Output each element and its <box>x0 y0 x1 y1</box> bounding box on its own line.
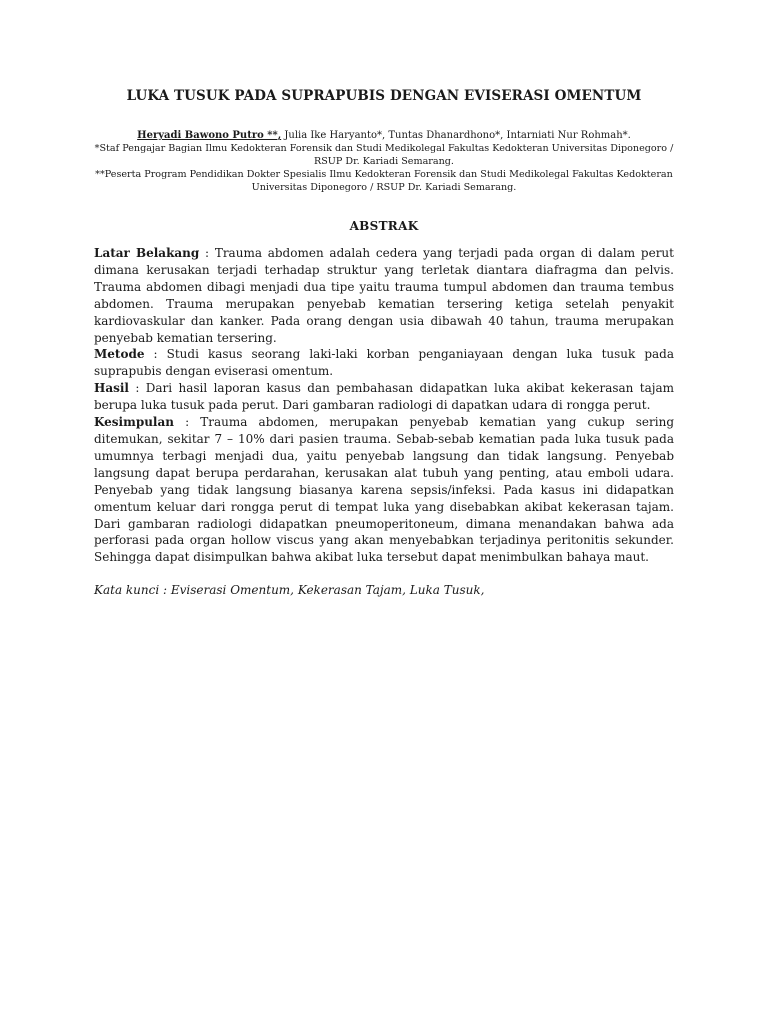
abstract-background <box>94 245 674 346</box>
abstract-method <box>94 346 674 380</box>
section-label: Metode <box>94 347 145 362</box>
paper-title: LUKA TUSUK PADA SUPRAPUBIS DENGAN EVISERASI OMENTUM <box>126 88 642 104</box>
section-text: : Trauma abdomen, merupakan penyebab kematian yang cukup sering ditemukan, sekitar 7 – 10% dari pasien trauma. Sebab-sebab kematian pada luka tusuk pada umumnya terbagi menjadi dua, yaitu penyebab langsung dan tidak langsung. Penyebab langsung dapat berupa perdarahan, kerusakan alat tubuh yang penting, atau emboli udara. Penyebab yang tidak langsung biasanya karena sepsis/infeksi. Pada kasus ini didapatkan omentum keluar dari rongga perut di tempat luka yang disebabkan akibat kekerasan tajam. Dari gambaran radiologi didapatkan pneumoperitoneum, dimana menandakan bahwa ada perforasi pada organ hollow viscus yang akan menyebabkan terjadinya peritonitis sekunder. Sehingga dapat disimpulkan bahwa akibat luka tersebut dapat menimbulkan bahaya maut. <box>94 415 674 565</box>
abstract-results <box>94 380 674 414</box>
co-authors: Julia Ike Haryanto*, Tuntas Dhanardhono*, Intarniati Nur Rohmah*. <box>281 130 631 141</box>
section-label: Kesimpulan <box>94 415 174 430</box>
lead-author: Heryadi Bawono Putro **, <box>137 130 282 141</box>
affiliation-resident: **Peserta Program Pendidikan Dokter Spesialis Ilmu Kedokteran Forensik dan Studi Medikolegal Fakultas Kedokteran Universitas Diponegoro / RSUP Dr. Kariadi Semarang. <box>95 169 673 193</box>
keywords: Kata kunci : Eviserasi Omentum, Kekerasan Tajam, Luka Tusuk, <box>94 583 485 598</box>
section-label: Hasil <box>94 381 129 396</box>
section-label: Latar Belakang <box>94 246 200 260</box>
section-text: : Trauma abdomen adalah cedera yang terjadi pada organ di dalam perut dimana kerusakan terjadi terhadap struktur yang terletak diantara diafragma dan pelvis. Trauma abdomen dibagi menjadi dua tipe yaitu trauma tumpul abdomen dan trauma tembus abdomen. Trauma merupakan penyebab kematian tersering ketiga setelah penyakit kardiovaskular dan kanker. Pada orang dengan usia dibawah 40 tahun, trauma merupakan penyebab kematian tersering. <box>94 246 674 345</box>
abstract-conclusion <box>94 414 674 566</box>
author-line <box>94 129 674 142</box>
section-text: : Studi kasus seorang laki-laki korban penganiayaan dengan luka tusuk pada suprapubis dengan eviserasi omentum. <box>94 347 674 379</box>
abstract-heading: ABSTRAK <box>349 219 419 233</box>
section-text: : Dari hasil laporan kasus dan pembahasan didapatkan luka akibat kekerasan tajam berupa luka tusuk pada perut. Dari gambaran radiologi di dapatkan udara di rongga perut. <box>94 381 674 413</box>
affiliation-staff: *Staf Pengajar Bagian Ilmu Kedokteran Forensik dan Studi Medikolegal Fakultas Kedokteran Universitas Diponegoro / RSUP Dr. Kariadi Semarang. <box>94 143 674 167</box>
